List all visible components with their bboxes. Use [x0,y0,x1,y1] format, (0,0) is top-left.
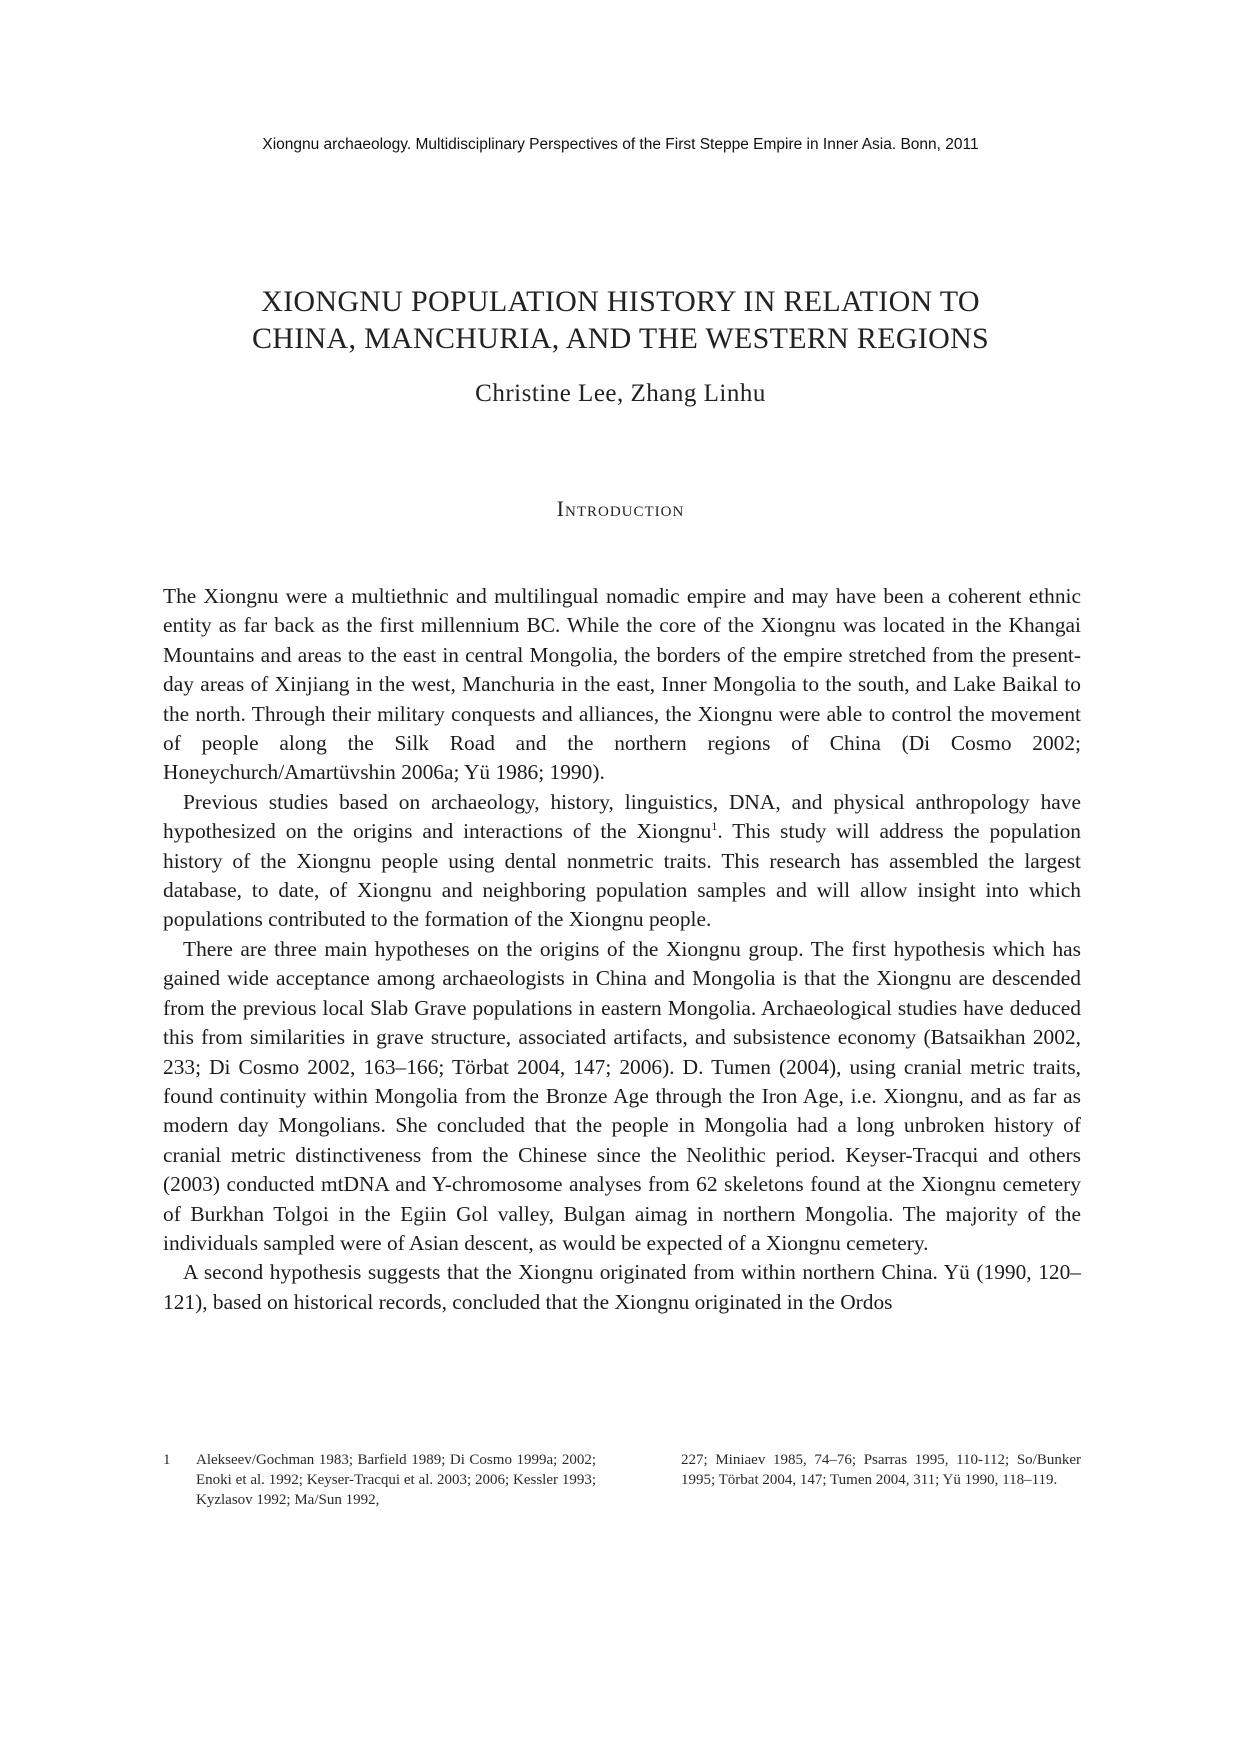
footnote-columns [196,1450,1081,1510]
footnote-number: 1 [163,1452,171,1468]
paragraph-3: There are three main hypotheses on the origins of the Xiongnu group. The first hypothesis which has gained wide acceptance among archaeologists in China and Mongolia is that the Xiongnu are descended from the previous local Slab Grave populations in eastern Mongolia. Archaeological studies have deduced this from similarities in grave structure, associated artifacts, and subsistence economy (Batsaikhan 2002, 233; Di Cosmo 2002, 163–166; Törbat 2004, 147; 2006). D. Tumen (2004), using cranial metric traits, found continuity within Mongolia from the Bronze Age through the Iron Age, i.e. Xiongnu, and as far as modern day Mongolians. She concluded that the people in Mongolia had a long unbroken history of cranial metric distinctiveness from the Chinese since the Neolithic period. Keyser-Tracqui and others (2003) conducted mtDNA and Y-chromosome analyses from 62 skeletons found at the Xiongnu cemetery of Burkhan Tolgoi in the Egiin Gol valley, Bulgan aimag in northern Mongolia. The majority of the individuals sampled were of Asian descent, as would be expected of a Xiongnu cemetery. [163,936,1081,1255]
paper-title-line-2: CHINA, MANCHURIA, AND THE WESTERN REGIONS [251,322,990,355]
footnote-column-1: Alekseev/Gochman 1983; Barfield 1989; Di Cosmo 1999a; 2002; Enoki et al. 1992; Keyser-Tracqui et al. 2003; 2006; Kessler 1993; Kyzlasov 1992; Ma/Sun 1992, [196,1452,596,1508]
paragraph-2-text-b: . This study will address the population history of the Xiongnu people using dental nonmetric traits. This research has assembled the largest database, to date, of Xiongnu and neighboring population samples and will allow insight into which populations contributed to the formation of the Xiongnu people. [163,819,1081,932]
paragraph-1: The Xiongnu were a multiethnic and multilingual nomadic empire and may have been a coherent ethnic entity as far back as the first millennium BC. While the core of the Xiongnu was located in the Khangai Mountains and areas to the east in central Mongolia, the borders of the empire stretched from the present-day areas of Xinjiang in the west, Manchuria in the east, Inner Mongolia to the south, and Lake Baikal to the north. Through their military conquests and alliances, the Xiongnu were able to control the movement of people along the Silk Road and the northern regions of China (Di Cosmo 2002; Honeychurch/Amartüvshin 2006a; Yü 1986; 1990). [163,584,1081,785]
authors: Christine Lee, Zhang Linhu [475,380,766,407]
running-header: Xiongnu archaeology. Multidisciplinary Perspectives of the First Steppe Empire in Inner Asia. Bonn, 2011 [262,136,979,153]
paper-title-line-1: XIONGNU POPULATION HISTORY IN RELATION TO [261,285,980,318]
footnote-reference[interactable]: 1 [711,819,718,834]
paragraph-2-text-a: Previous studies based on archaeology, history, linguistics, DNA, and physical anthropology have hypothesized on the origins and interactions of the Xiongnu [163,789,1081,844]
body-text [163,582,1081,1317]
paragraph-2 [163,788,1081,935]
paper-title [0,283,1241,357]
section-heading-introduction: Introduction [556,496,685,521]
footnote-column-2: 227; Miniaev 1985, 74–76; Psarras 1995, 110-112; So/Bunker 1995; Törbat 2004, 147; Tumen 2004, 311; Yü 1990, 118–119. [681,1452,1081,1488]
paragraph-4: A second hypothesis suggests that the Xiongnu originated from within northern China. Yü (1990, 120–121), based on historical records, concluded that the Xiongnu originated in the Ordos [163,1260,1081,1314]
